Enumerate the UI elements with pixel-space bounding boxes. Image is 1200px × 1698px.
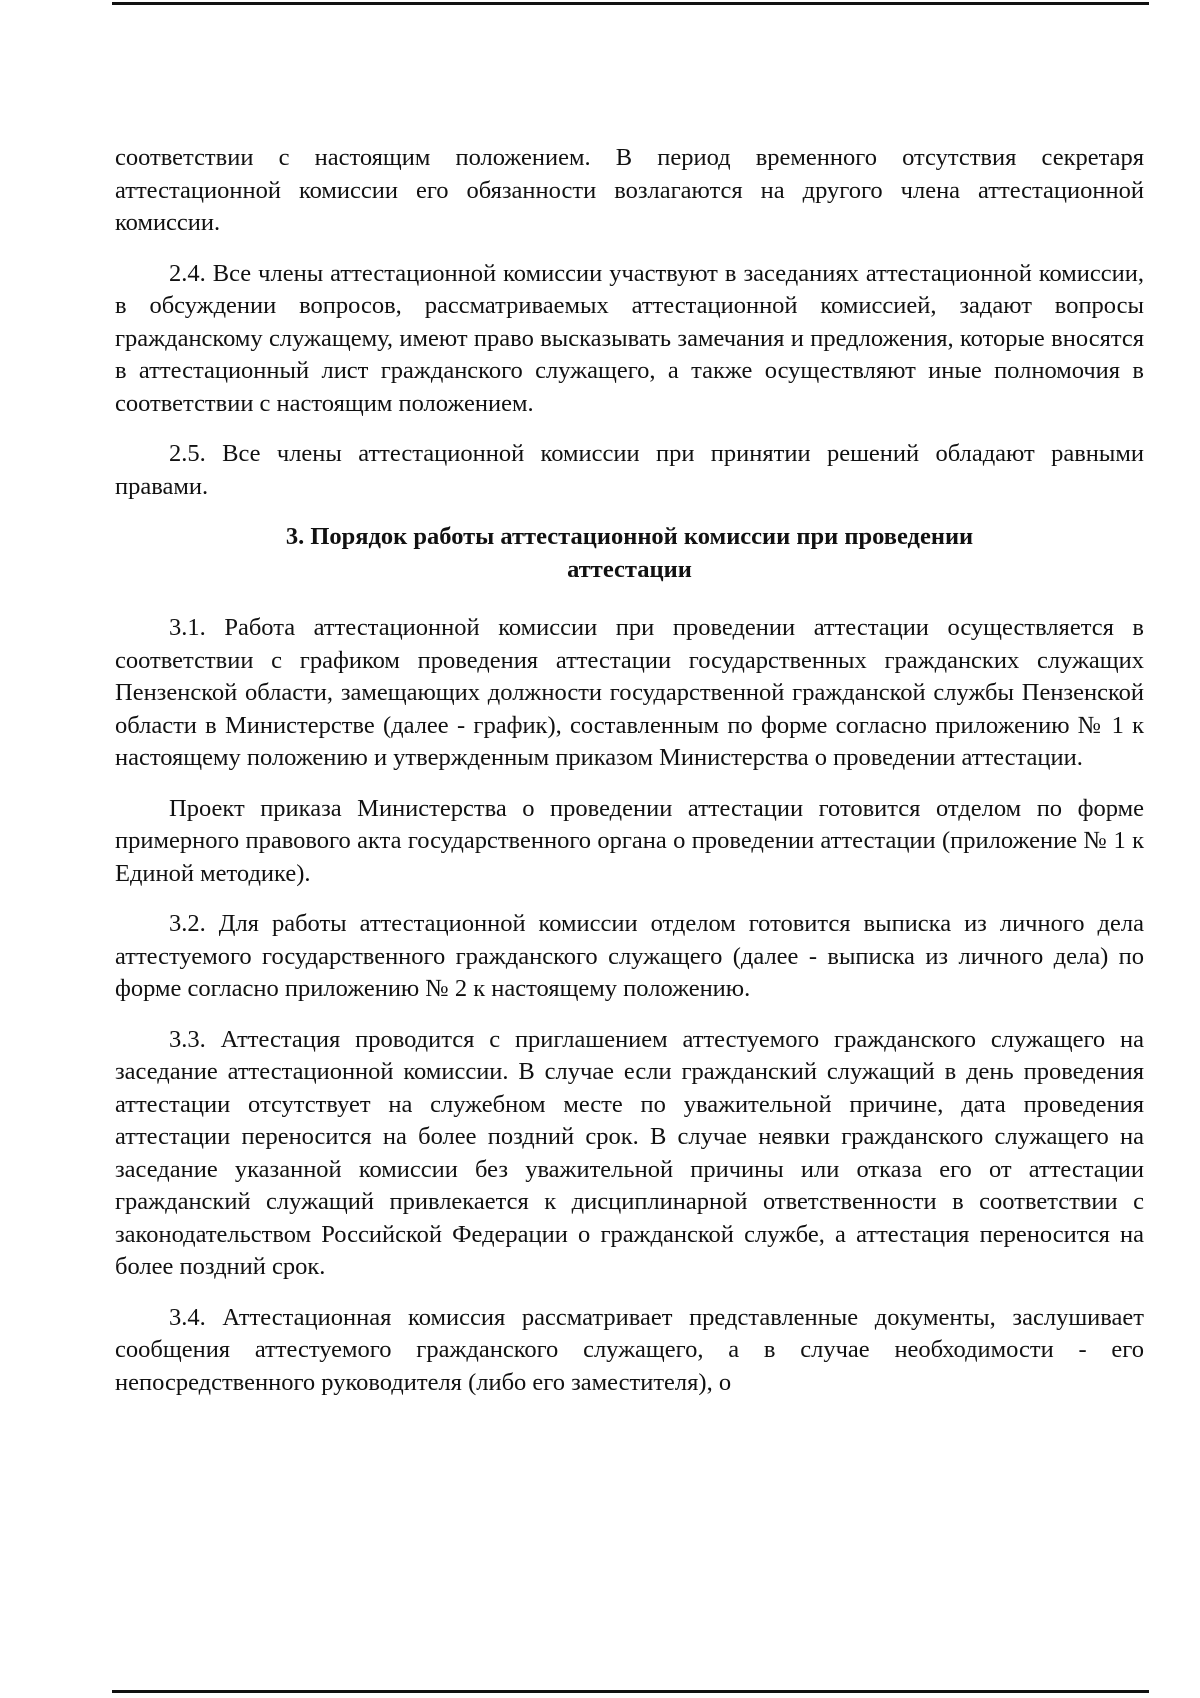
paragraph-2-5: 2.5. Все члены аттестационной комиссии при принятии решений обладают равными правами. <box>115 440 1144 500</box>
paragraph-3-3: 3.3. Аттестация проводится с приглашением аттестуемого гражданского служащего на заседание аттестационной комиссии. В случае если гражданский служащий в день проведения аттестации отсутствует на служебном месте по уважительной причине, дата проведения аттестации переносится на более поздний срок. В случае неявки гражданского служащего на заседание указанной комиссии без уважительной причины или отказа его от аттестации гражданский служащий привлекается к дисциплинарной ответственности в соответствии с законодательством Российской Федерации о гражданской службе, а аттестация переносится на более поздний срок. <box>115 1025 1144 1280</box>
document-body <box>115 142 1144 1417</box>
bottom-rule <box>112 1690 1149 1693</box>
section-heading-3: 3. Порядок работы аттестационной комиссии при проведении аттестации <box>285 523 974 583</box>
paragraph-3-2: 3.2. Для работы аттестационной комиссии отделом готовится выписка из личного дела аттестуемого государственного гражданского служащего (далее - выписка из личного дела) по форме согласно приложению № 2 к настоящему положению. <box>115 910 1144 1002</box>
paragraph-3-1: 3.1. Работа аттестационной комиссии при проведении аттестации осуществляется в соответствии с графиком проведения аттестации государственных гражданских служащих Пензенской области, замещающих должности государственной гражданской службы Пензенской области в Министерстве (далее - график), составленным по форме согласно приложению № 1 к настоящему положению и утвержденным приказом Министерства о проведении аттестации. <box>115 614 1144 771</box>
paragraph-order-draft: Проект приказа Министерства о проведении аттестации готовится отделом по форме примерного правового акта государственного органа о проведении аттестации (приложение № 1 к Единой методике). <box>115 794 1144 887</box>
paragraph-2-4: 2.4. Все члены аттестационной комиссии участвуют в заседаниях аттестационной комиссии, в обсуждении вопросов, рассматриваемых аттестационной комиссией, задают вопросы гражданскому служащему, имеют право высказывать замечания и предложения, которые вносятся в аттестационный лист гражданского служащего, а также осуществляют иные полномочия в соответствии с настоящим положением. <box>115 259 1144 417</box>
paragraph-continuation: соответствии с настоящим положением. В период временного отсутствия секретаря аттестационной комиссии его обязанности возлагаются на другого члена аттестационной комиссии. <box>115 144 1144 236</box>
top-rule <box>112 2 1149 5</box>
paragraph-3-4: 3.4. Аттестационная комиссия рассматривает представленные документы, заслушивает сообщения аттестуемого гражданского служащего, а в случае необходимости - его непосредственного руководителя (либо его заместителя), о <box>115 1303 1144 1396</box>
